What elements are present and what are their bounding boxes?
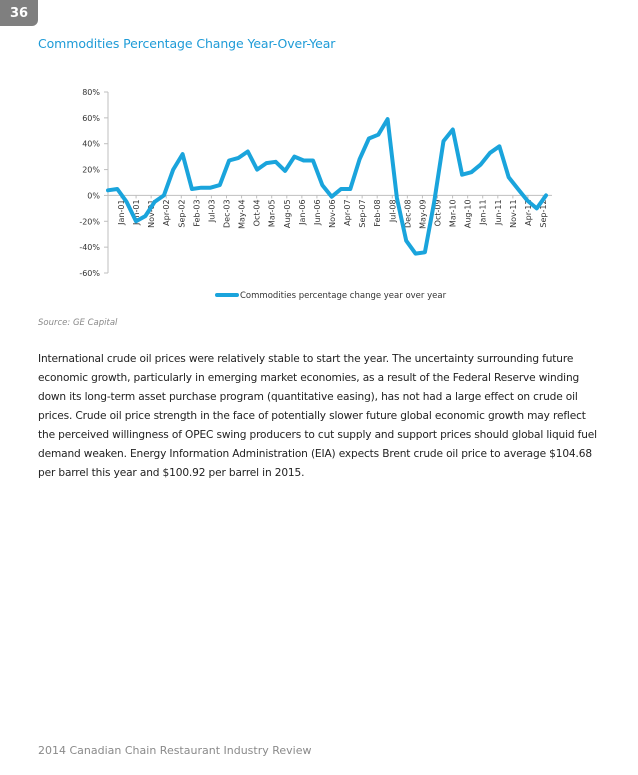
x-tick-label: Jun-01: [132, 199, 142, 226]
x-tick-label: Sep-07: [358, 199, 368, 228]
x-tick-label: Jan-06: [297, 199, 307, 225]
x-tick-label: Feb-03: [192, 199, 202, 227]
x-tick-label: Apr-12: [523, 199, 533, 226]
y-tick-label: -40%: [79, 243, 100, 253]
chart-title: Commodities Percentage Change Year-Over-Year: [38, 36, 336, 51]
x-tick-label: Jun-06: [312, 199, 322, 226]
x-tick-label: May-09: [418, 199, 428, 229]
x-tick-label: Jul-08: [388, 199, 398, 223]
x-tick-label: Oct-09: [433, 199, 443, 227]
body-paragraph: International crude oil prices were relatively stable to start the year. The uncertainty surrounding future economic growth, particularly in emerging market economies, as a result of the Federal Reserve winding down its long-term asset purchase program (quantitative easing), has not had a large effect on crude oil prices. Crude oil price strength in the face of potentially slower future global economic growth may reflect the perceived willingness of OPEC swing producers to cut supply and support prices should global liquid fuel demand weaken. Energy Information Administration (EIA) expects Brent crude oil price to average $104.68 per barrel this year and $100.92 per barrel in 2015.: [38, 353, 597, 479]
line-chart: [0, 80, 638, 310]
x-tick-label: Mar-10: [448, 199, 458, 228]
x-tick-label: Apr-02: [162, 199, 172, 226]
x-tick-label: Sep-12: [539, 199, 548, 228]
x-tick-label: Feb-08: [373, 199, 383, 227]
x-tick-label: Aug-10: [463, 199, 473, 229]
x-tick-label: May-04: [237, 199, 247, 229]
x-tick-label: Jan-11: [478, 199, 488, 225]
x-tick-label: Dec-08: [403, 199, 413, 228]
y-tick-label: -60%: [79, 269, 100, 278]
y-tick-label: -20%: [79, 217, 100, 227]
x-tick-label: Apr-07: [343, 199, 353, 226]
footer-text: 2014 Canadian Chain Restaurant Industry Review: [38, 744, 312, 757]
x-tick-label: Dec-03: [222, 199, 232, 228]
series-line-commodities: [108, 119, 546, 254]
y-tick-label: 0%: [87, 191, 100, 201]
x-tick-label: Jun-11: [493, 199, 503, 226]
x-tick-label: Sep-02: [177, 199, 187, 228]
x-tick-label: Nov-01: [147, 199, 157, 228]
x-tick-label: Oct-04: [252, 199, 262, 227]
x-tick-label: Nov-06: [328, 199, 337, 228]
source-note: Source: GE Capital: [38, 318, 118, 328]
x-tick-label: Nov-11: [508, 199, 518, 228]
x-tick-label: Jul-03: [207, 199, 217, 223]
page-number: 36: [9, 5, 29, 21]
y-tick-label: 80%: [82, 88, 100, 97]
y-tick-label: 40%: [82, 139, 100, 149]
legend-label: Commodities percentage change year over year: [240, 291, 447, 301]
y-tick-label: 60%: [82, 113, 100, 123]
y-tick-label: 20%: [82, 165, 100, 175]
x-tick-label: Jan-01: [117, 199, 126, 225]
x-tick-label: Aug-05: [282, 199, 292, 229]
x-tick-label: Mar-05: [267, 199, 277, 228]
page-number-tab: [0, 0, 38, 26]
